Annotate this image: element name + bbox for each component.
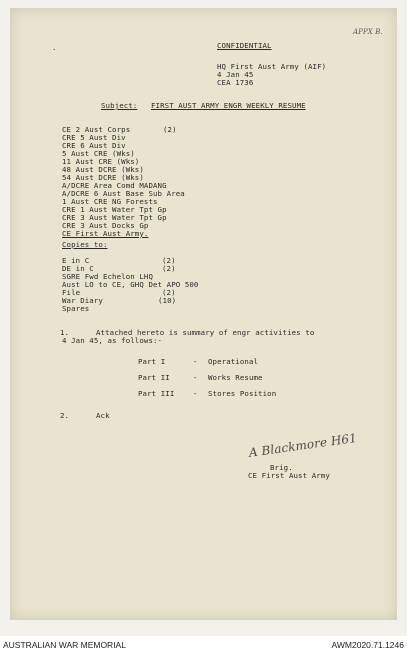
document-page [10, 8, 397, 620]
part-dash: - [193, 373, 198, 382]
copies-count: (2) [162, 264, 176, 273]
copies-item: SGRE Fwd Echelon LHQ [62, 272, 153, 281]
corner-note: APPX B. [353, 28, 383, 36]
archive-footer [0, 636, 407, 653]
distribution-item: A/DCRE 6 Aust Base Sub Area [62, 189, 185, 198]
distribution-item: CRE 3 Aust Water Tpt Gp [62, 213, 167, 222]
part-label: Part III [138, 389, 175, 398]
margin-mark: · [52, 45, 57, 54]
header-line-1: HQ First Aust Army (AIF) [217, 62, 327, 71]
copies-item: Spares [62, 304, 90, 313]
footer-institution: AUSTRALIAN WAR MEMORIAL [3, 640, 126, 650]
signature-rank: Brig. [270, 463, 293, 472]
signature-title: CE First Aust Army [248, 471, 330, 480]
copies-count: (10) [158, 296, 177, 305]
distribution-item: 11 Aust CRE (Wks) [62, 157, 140, 166]
para1-line2: 4 Jan 45, as follows:- [62, 336, 163, 345]
copies-count: (2) [162, 288, 176, 297]
part-dash: - [193, 389, 198, 398]
para1-number: 1. [60, 328, 70, 337]
header-line-3: CEA 1736 [217, 78, 254, 87]
classification: CONFIDENTIAL [217, 41, 272, 50]
distribution-copies: (2) [163, 125, 177, 134]
part-label: Part I [138, 357, 166, 366]
para2-number: 2. [60, 411, 70, 420]
subject-label: Subject: [101, 101, 138, 110]
part-title: Operational [208, 357, 259, 366]
distribution-item: 5 Aust CRE (Wks) [62, 149, 135, 158]
distribution-item: CRE 6 Aust Div [62, 141, 126, 150]
handwritten-signature: A Blackmore H61 [248, 430, 358, 460]
distribution-item: 54 Aust DCRE (Wks) [62, 173, 144, 182]
para1-line1: Attached hereto is summary of engr activities to [96, 328, 315, 337]
copies-item: File [62, 288, 81, 297]
distribution-item: 1 Aust CRE NG Forests [62, 197, 158, 206]
copies-count: (2) [162, 256, 176, 265]
copies-item: Aust LO to CE, GHQ Det APO 500 [62, 280, 199, 289]
copies-item: War Diary [62, 296, 103, 305]
part-title: Stores Position [208, 389, 277, 398]
footer-accession-number: AWM2020.71.1246 [331, 640, 404, 650]
copies-item: DE in C [62, 264, 94, 273]
copies-to-heading: Copies to: [62, 240, 108, 249]
header-line-2: 4 Jan 45 [217, 70, 254, 79]
distribution-item: 48 Aust DCRE (Wks) [62, 165, 144, 174]
subject-text: FIRST AUST ARMY ENGR WEEKLY RESUME [151, 101, 306, 110]
part-dash: - [193, 357, 198, 366]
distribution-item: CE First Aust Army. [62, 229, 149, 238]
copies-item: E in C [62, 256, 90, 265]
part-label: Part II [138, 373, 170, 382]
distribution-item: CRE 1 Aust Water Tpt Gp [62, 205, 167, 214]
distribution-item: CE 2 Aust Corps [62, 125, 131, 134]
distribution-item: CRE 3 Aust Docks Gp [62, 221, 149, 230]
para2-text: Ack [96, 411, 110, 420]
distribution-item: A/DCRE Area Comd MADANG [62, 181, 167, 190]
distribution-item: CRE 5 Aust Div [62, 133, 126, 142]
part-title: Works Resume [208, 373, 263, 382]
